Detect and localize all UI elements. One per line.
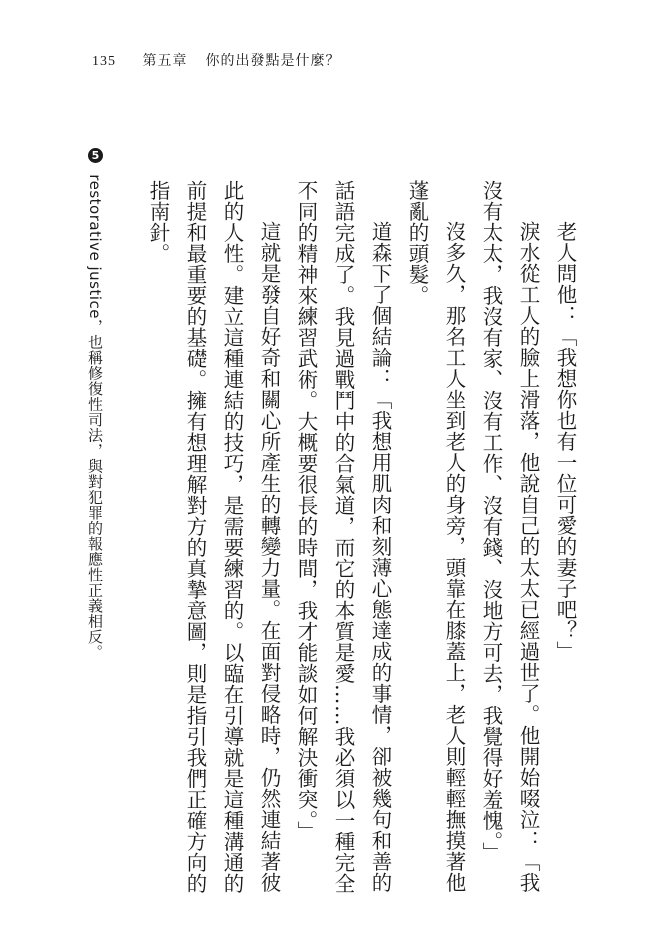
- page-number: 135: [92, 54, 116, 69]
- footnote: [85, 148, 105, 908]
- running-header: [92, 50, 341, 70]
- chapter-title: 你的出發點是什麼？: [205, 54, 341, 69]
- footnote-text: restorative justice，也稱修復性司法，與對犯罪的報應性正義相反。: [86, 174, 104, 661]
- paragraph-3: 沒多久，那名工人坐到老人的身旁，頭靠在膝蓋上，老人則輕輕撫摸著他蓬亂的頭髮。: [405, 180, 466, 893]
- paragraph-2: 淚水從工人的臉上滑落，他說自己的太太已經過世了。他開始啜泣：「我沒有太太，我沒有家、沒有工作、沒有錢、沒地方可去，我覺得好羞愧。」: [479, 180, 540, 893]
- paragraph-4: 道森下了個結論：「我想用肌肉和刻薄心態達成的事情，卻被幾句和善的話語完成了。我見過戰鬥中的合氣道，而它的本質是愛……我必須以一種完全不同的精神來練習武術。大概要很長的時間，我才能談如何解決衝突。」: [294, 180, 392, 894]
- chapter-label: 第五章: [142, 54, 188, 69]
- footnote-marker: 5: [88, 148, 103, 163]
- paragraph-5: 這就是發自好奇和關心所產生的轉變力量。在面對侵略時，仍然連結著彼此的人性。建立這種連結的技巧，是需要練習的。以臨在引導就是這種溝通的前提和最重要的基礎。擁有想理解對方的真摯意圖，則是指引我們正確方向的指南針。: [146, 180, 281, 894]
- paragraph-1: 老人問他：「我想你也有一位可愛的妻子吧？」: [553, 221, 577, 662]
- main-text: [139, 180, 583, 900]
